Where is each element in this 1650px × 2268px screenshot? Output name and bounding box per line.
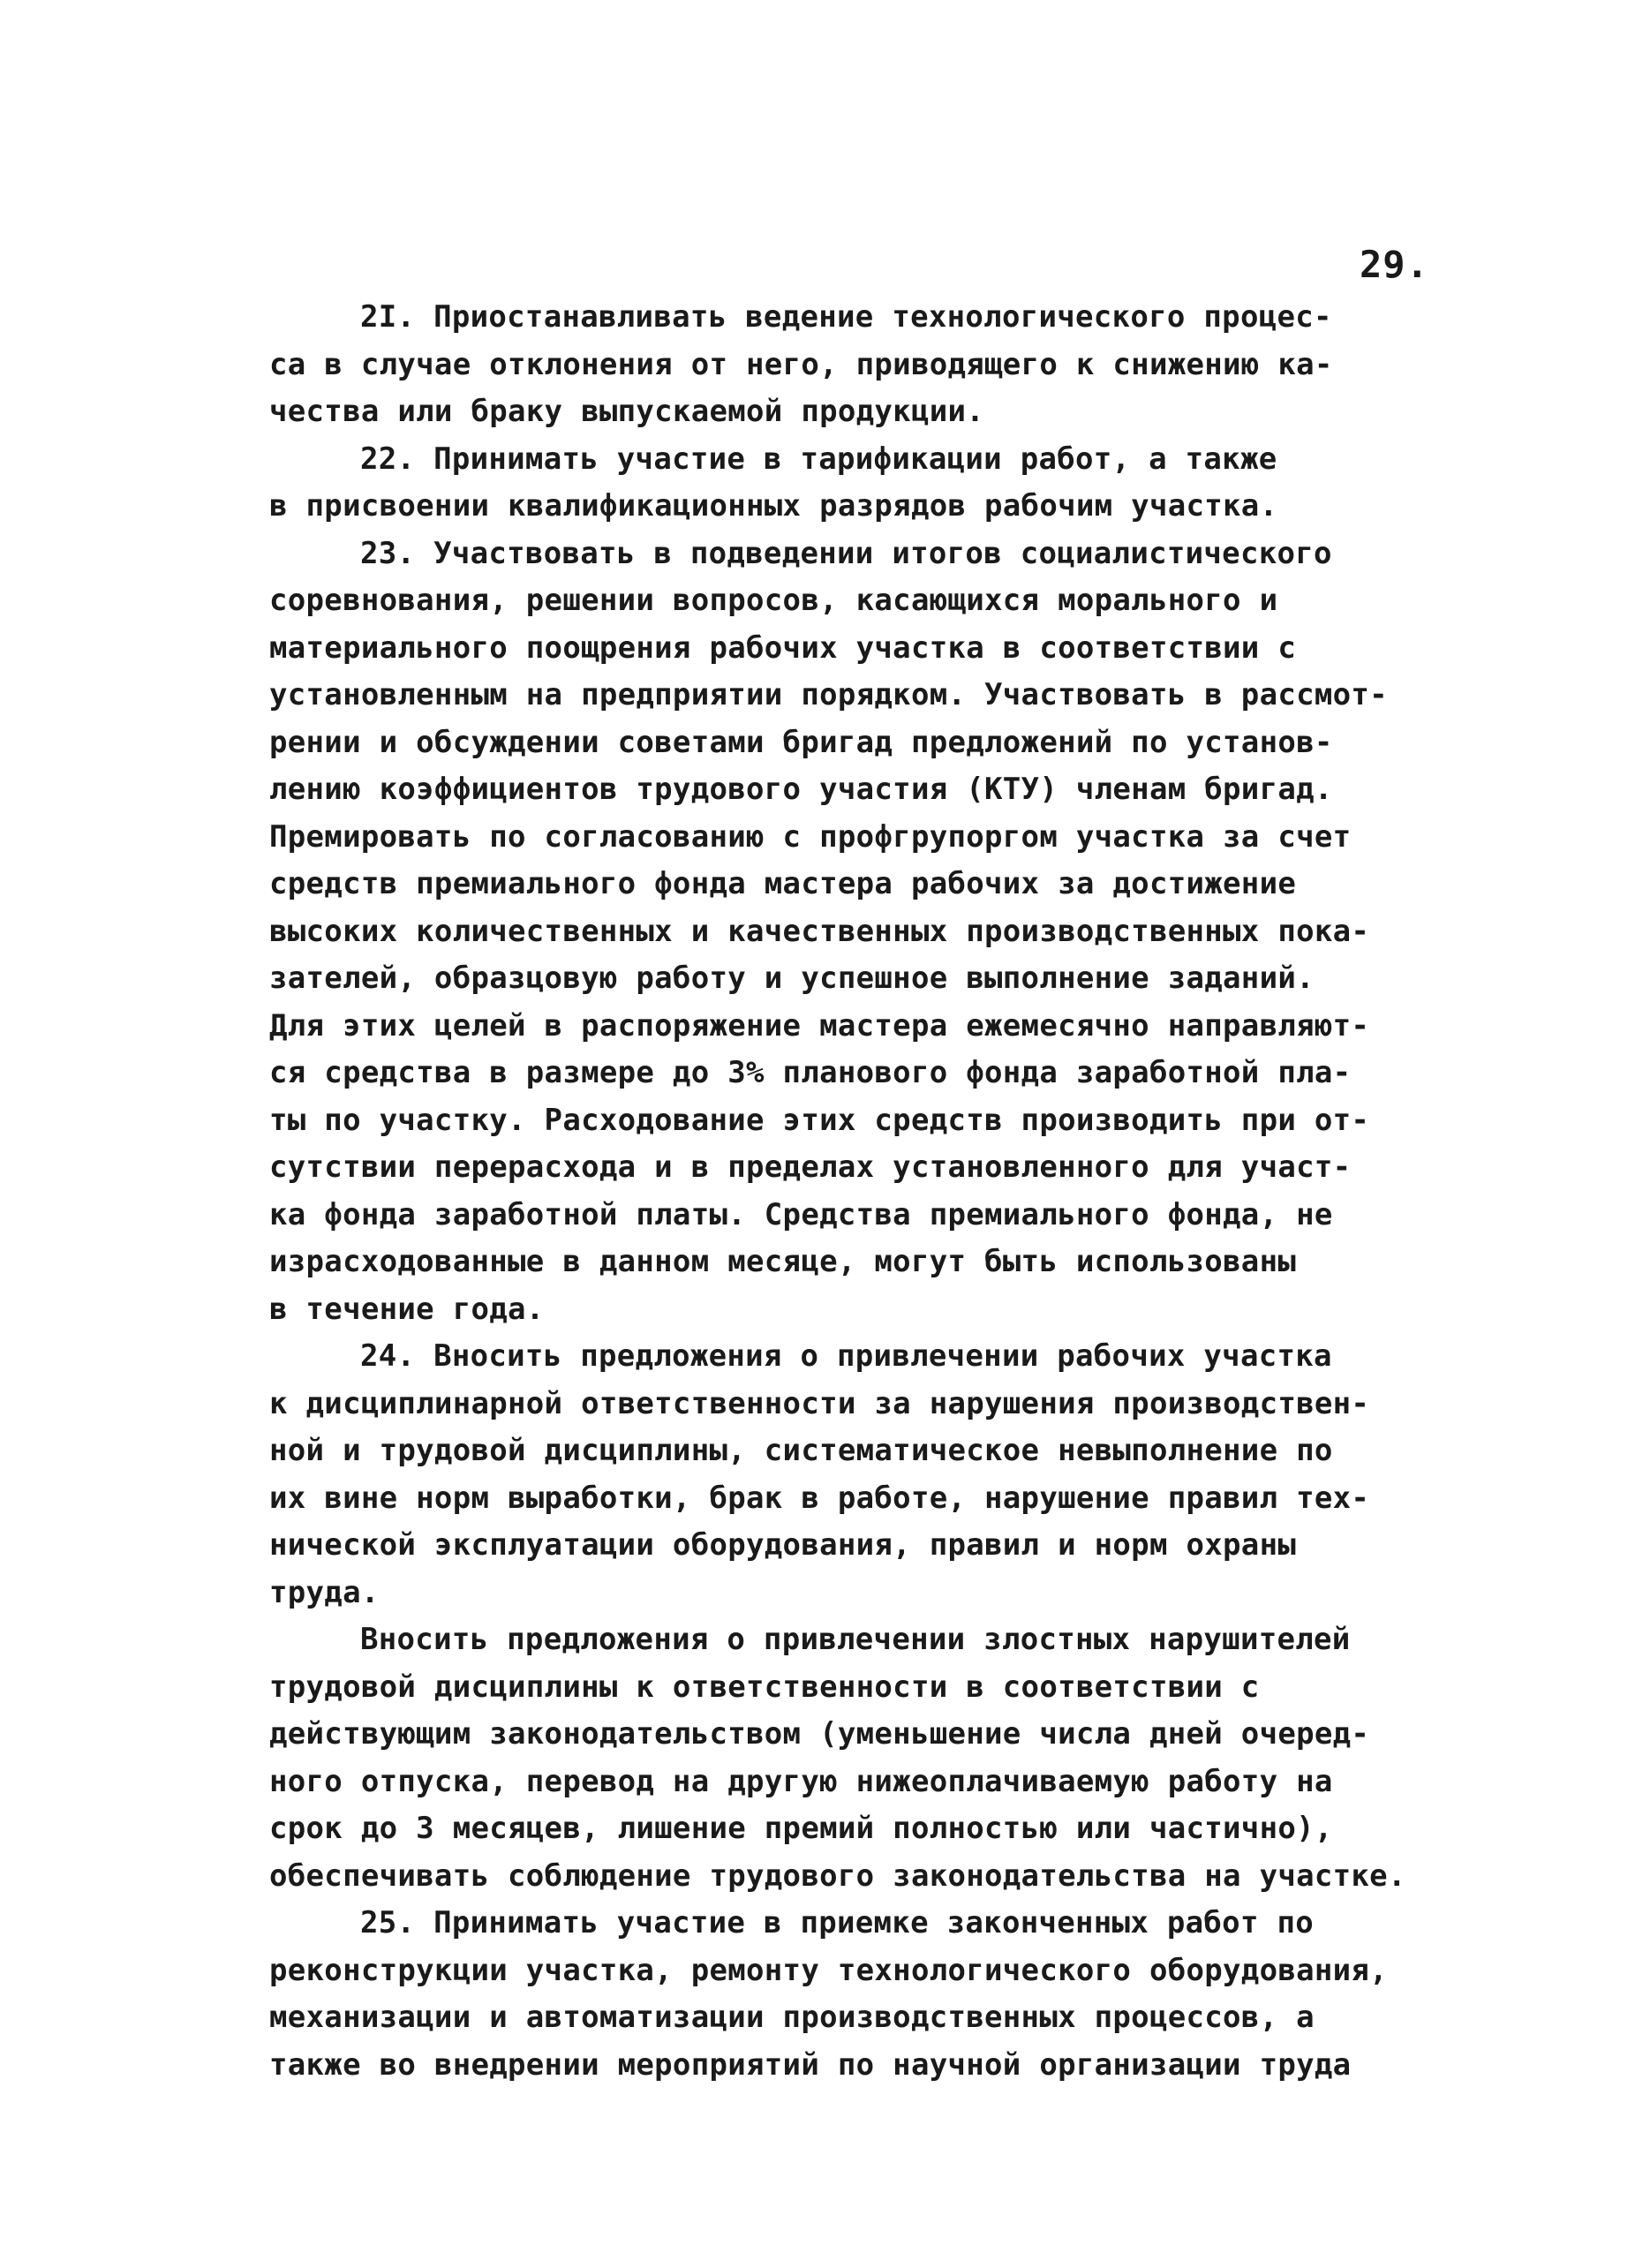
text-line: Премировать по согласованию с профгрупоргом участка за счет: [269, 818, 1352, 855]
text-line: ты по участку. Расходование этих средств производить при от-: [269, 1102, 1370, 1138]
text-line: в присвоении квалификационных разрядов рабочим участка.: [269, 488, 1278, 524]
text-line: са в случае отклонения от него, приводящего к снижению ка-: [269, 346, 1333, 382]
text-line: 2I. Приостанавливать ведение технологического процес-: [360, 299, 1332, 335]
text-line: сутствии перерасхода и в пределах установленного для участ-: [269, 1149, 1352, 1185]
text-line: Для этих целей в распоряжение мастера ежемесячно направляют-: [269, 1007, 1370, 1044]
text-line: Вносить предложения о привлечении злостных нарушителей: [360, 1622, 1351, 1657]
text-line: 25. Принимать участие в приемке законченных работ по: [360, 1905, 1315, 1940]
text-line: срок до 3 месяцев, лишение премий полностью или частично),: [269, 1811, 1333, 1846]
text-line: ся средства в размере до 3% планового фонда заработной пла-: [269, 1055, 1352, 1090]
text-line: также во внедрении мероприятий по научной организации труда: [269, 2046, 1352, 2083]
document-body: [269, 294, 1505, 2089]
text-line: рении и обсуждении советами бригад предложений по установ-: [269, 724, 1333, 760]
text-line: высоких количественных и качественных производственных пока-: [269, 913, 1370, 949]
text-line: чества или браку выпускаемой продукции.: [269, 394, 985, 429]
text-line: 22. Принимать участие в тарификации работ, а также: [360, 441, 1277, 477]
text-line: средств премиального фонда мастера рабочих за достижение: [269, 866, 1297, 901]
text-line: зателей, образцовую работу и успешное выполнение заданий.: [269, 961, 1315, 996]
text-line: соревнования, решении вопросов, касающихся морального и: [269, 583, 1278, 618]
text-line: трудовой дисциплины к ответственности в соответствии с: [269, 1669, 1260, 1705]
text-line: действующим законодательством (уменьшение числа дней очеред-: [269, 1716, 1370, 1752]
text-line: механизации и автоматизации производственных процессов, а: [269, 2000, 1315, 2035]
page-number: 29.: [1360, 243, 1429, 286]
text-line: к дисциплинарной ответственности за нарушения производствен-: [269, 1385, 1370, 1421]
text-line: 24. Вносить предложения о привлечении рабочих участка: [360, 1338, 1332, 1374]
text-line: реконструкции участка, ремонту технологического оборудования,: [269, 1952, 1388, 1988]
text-line: ной и трудовой дисциплины, систематическое невыполнение по: [269, 1433, 1333, 1468]
text-line: 23. Участвовать в подведении итогов социалистического: [360, 535, 1332, 571]
text-line: лению коэффициентов трудового участия (КТУ) членам бригад.: [269, 772, 1333, 807]
text-line: израсходованные в данном месяце, могут быть использованы: [269, 1244, 1297, 1279]
text-line: нической эксплуатации оборудования, правил и норм охраны: [269, 1527, 1297, 1563]
text-line: в течение года.: [269, 1291, 545, 1327]
text-line: материального поощрения рабочих участка в соответствии с: [269, 629, 1297, 666]
text-line: ка фонда заработной платы. Средства премиального фонда, не: [269, 1196, 1333, 1232]
text-line: обеспечивать соблюдение трудового законодательства на участке.: [269, 1857, 1406, 1894]
text-line: их вине норм выработки, брак в работе, нарушение правил тех-: [269, 1480, 1370, 1516]
text-line: труда.: [269, 1574, 380, 1610]
text-line: установленным на предприятии порядком. Участвовать в рассмот-: [269, 677, 1388, 712]
text-line: ного отпуска, перевод на другую нижеоплачиваемую работу на: [269, 1763, 1333, 1799]
